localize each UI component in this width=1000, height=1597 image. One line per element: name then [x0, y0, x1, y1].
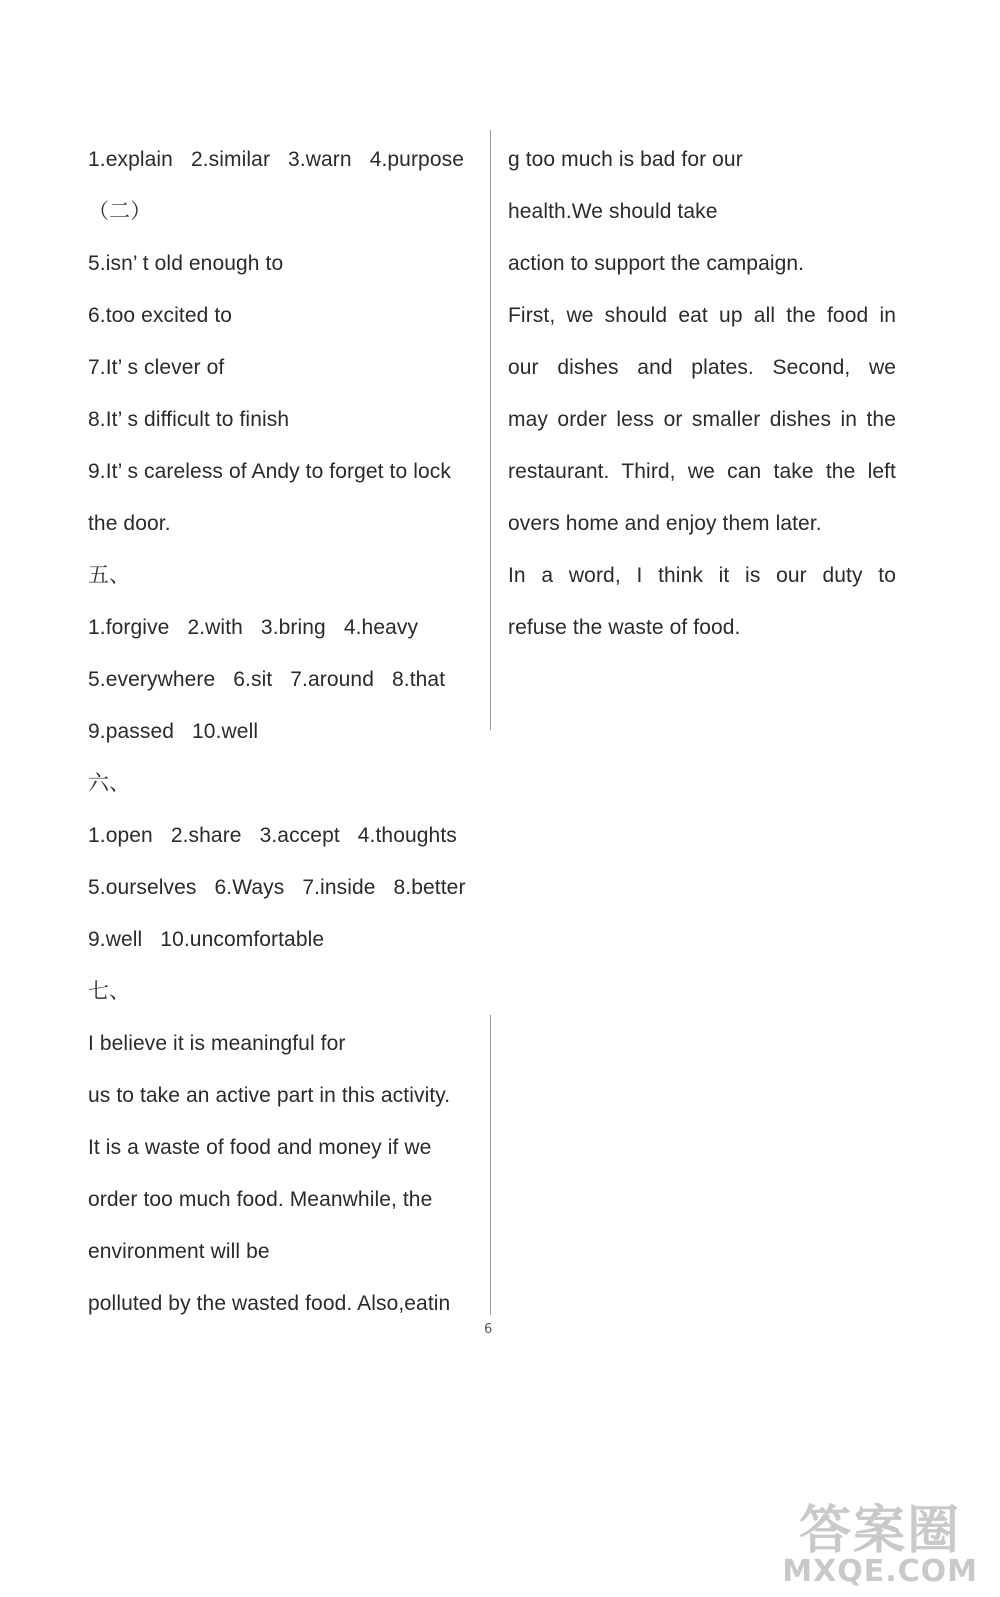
answer-item: 7.around	[290, 668, 374, 691]
page-number: 6	[484, 1322, 493, 1337]
answer-line: our dishes and plates. Second, we	[508, 356, 896, 379]
answer-line: It is a waste of food and money if we	[88, 1136, 432, 1159]
answer-line: the door.	[88, 512, 171, 535]
answer-line	[88, 712, 483, 764]
answer-item: 8.that	[391, 668, 446, 691]
answer-line: 六、	[88, 772, 131, 795]
watermark-domain: MXQE.COM	[782, 1554, 978, 1589]
answer-line: refuse the waste of food.	[508, 616, 741, 639]
answer-item: 5.ourselves	[88, 876, 197, 899]
answer-line: 5.isn’ t old enough to	[88, 252, 284, 275]
answer-item: 10.well	[192, 720, 259, 743]
column-divider-bottom	[490, 1015, 491, 1315]
answer-line: may order less or smaller dishes in the	[508, 408, 896, 431]
answer-line	[88, 868, 483, 920]
answer-line: overs home and enjoy them later.	[508, 512, 822, 535]
answer-item: 4.thoughts	[357, 824, 457, 847]
answer-item: 3.accept	[259, 824, 340, 847]
answer-item: 3.bring	[260, 616, 326, 639]
answer-item: 1.forgive	[88, 616, 170, 639]
answer-line: In a word, I think it is our duty to	[508, 564, 896, 587]
answer-line	[88, 920, 483, 972]
answer-line: 6.too excited to	[88, 304, 233, 327]
answer-line: 8.It’ s difficult to finish	[88, 408, 290, 431]
watermark-logo	[782, 1501, 978, 1589]
watermark-mark: 答案圈	[799, 1501, 962, 1561]
answer-line: us to take an active part in this activity.	[88, 1084, 451, 1107]
answer-item: 5.everywhere	[88, 668, 216, 691]
answer-line: restaurant. Third, we can take the left	[508, 460, 896, 483]
column-divider-top	[490, 130, 491, 730]
answer-line	[88, 140, 483, 192]
answer-line	[88, 608, 483, 660]
answer-line: 7.It’ s clever of	[88, 356, 225, 379]
answer-line: First, we should eat up all the food in	[508, 304, 896, 327]
answer-item: 2.share	[170, 824, 242, 847]
answer-item: 9.well	[88, 928, 143, 951]
answer-line: I believe it is meaningful for	[88, 1032, 346, 1055]
answer-line: polluted by the wasted food. Also,eatin	[88, 1292, 451, 1315]
answer-line: 五、	[88, 564, 131, 587]
answer-item: 10.uncomfortable	[160, 928, 325, 951]
answer-line: （二）	[88, 200, 152, 223]
answer-line	[88, 660, 483, 712]
answer-item: 9.passed	[88, 720, 175, 743]
answer-item: 4.heavy	[343, 616, 419, 639]
right-column	[508, 140, 896, 660]
answer-item: 6.Ways	[214, 876, 285, 899]
answer-line: action to support the campaign.	[508, 252, 805, 275]
answer-item: 1.explain	[88, 148, 173, 171]
answer-line: g too much is bad for our	[508, 148, 743, 171]
answer-line: environment will be	[88, 1240, 270, 1263]
answer-line	[88, 816, 483, 868]
answer-item: 2.similar	[190, 148, 271, 171]
left-column	[88, 140, 483, 1336]
answer-item: 8.better	[393, 876, 466, 899]
answer-item: 6.sit	[233, 668, 273, 691]
answer-item: 7.inside	[302, 876, 376, 899]
answer-line: health.We should take	[508, 200, 718, 223]
answer-item: 4.purpose	[369, 148, 464, 171]
answer-line: 9.It’ s careless of Andy to forget to lock	[88, 460, 451, 483]
answer-item: 2.with	[187, 616, 243, 639]
answer-item: 1.open	[88, 824, 153, 847]
answer-line: 七、	[88, 980, 131, 1003]
answer-item: 3.warn	[288, 148, 352, 171]
answer-line: order too much food. Meanwhile, the	[88, 1188, 433, 1211]
